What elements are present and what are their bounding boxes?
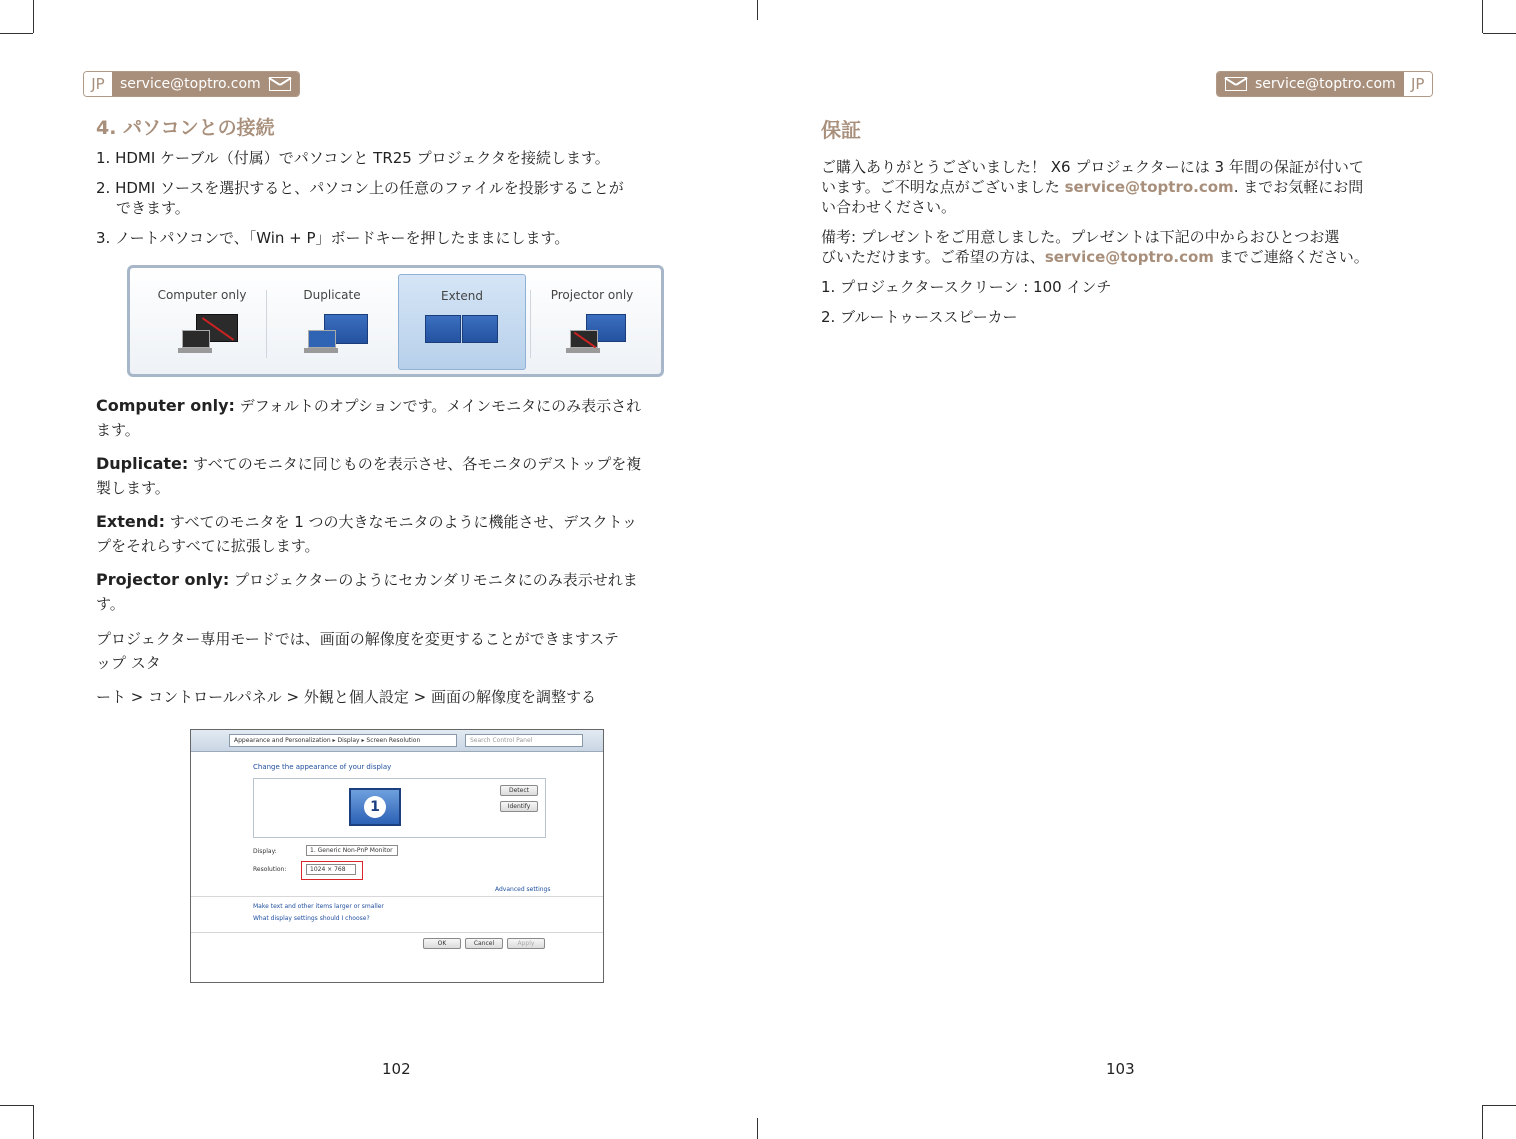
para-line: びいただけます。ご希望の方は、: [821, 248, 1045, 266]
para-line: 備考: プレゼントをご用意しました。プレゼントは下記の中からおひとつお選: [821, 228, 1340, 246]
divider: [191, 896, 603, 897]
desc-projector-only: [96, 568, 706, 616]
para-line: ご購入ありがとうございました！ X6 プロジェクターには 3 年間の保証が付いて: [821, 158, 1364, 176]
step-3: 3. ノートパソコンで、「Win + P」ボードキーを押したままにします。: [96, 229, 570, 247]
laptop-base: [178, 348, 212, 353]
monitor-right-icon: [462, 315, 498, 343]
search-input[interactable]: Search Control Panel: [465, 734, 583, 747]
address-bar: [191, 730, 603, 752]
resolution-select[interactable]: 1024 × 768: [306, 864, 356, 875]
envelope-icon: [1225, 77, 1247, 91]
text-size-link[interactable]: Make text and other items larger or smaller: [253, 903, 384, 910]
language-label: JP: [84, 72, 112, 96]
breadcrumb[interactable]: Appearance and Personalization ▸ Display ▸ Screen Resolution: [229, 734, 457, 747]
note-line-3: ート > コントロールパネル > 外観と個人設定 > 画面の解像度を調整する: [96, 688, 596, 706]
screen-resolution-dialog: [190, 729, 604, 983]
desc-line: す。: [96, 595, 125, 613]
cancel-button[interactable]: Cancel: [465, 938, 503, 949]
contact-email[interactable]: [112, 72, 299, 96]
desc-line: すべてのモニタを 1 つの大きなモニタのように機能させ、デスクトッ: [165, 513, 638, 531]
display-help-link[interactable]: What display settings should I choose?: [253, 915, 370, 922]
mode-extend[interactable]: [398, 274, 526, 370]
mode-computer-only[interactable]: [138, 274, 266, 370]
desc-line: プロジェクターのようにセカンダリモニタにのみ表示せれま: [229, 571, 638, 589]
monitor-icon[interactable]: [349, 788, 401, 826]
ok-button[interactable]: OK: [423, 938, 461, 949]
monitor-number: 1: [364, 796, 386, 818]
contact-email[interactable]: [1217, 72, 1404, 96]
laptop-off-icon: [570, 330, 598, 348]
desc-line: ます。: [96, 421, 140, 439]
contact-tag: [1216, 71, 1433, 97]
desc-line: プをそれらすべてに拡張します。: [96, 537, 320, 555]
monitor-left-icon: [425, 315, 461, 343]
warranty-paragraph: [821, 157, 1431, 217]
email-text: service@toptro.com: [1255, 76, 1396, 92]
desc-line: すべてのモニタに同じものを表示させ、各モニタのデストップを複: [188, 455, 642, 473]
para-line: . までお気軽にお問: [1233, 178, 1364, 196]
support-email-link[interactable]: service@toptro.com: [1064, 178, 1234, 196]
desc-line: 製します。: [96, 479, 170, 497]
mode-duplicate[interactable]: [268, 274, 396, 370]
desc-term: Computer only:: [96, 396, 235, 415]
language-label: JP: [1404, 72, 1432, 96]
support-email-link[interactable]: service@toptro.com: [1044, 248, 1214, 266]
para-line: います。ご不明な点がございました: [821, 178, 1065, 196]
section-title: 4. パソコンとの接続: [96, 117, 275, 139]
laptop-icon: [182, 330, 210, 348]
display-preview: [253, 778, 546, 838]
mode-projector-only[interactable]: [528, 274, 656, 370]
laptop-base: [566, 348, 600, 353]
step-2-cont: できます。: [116, 199, 190, 217]
dialog-heading: Change the appearance of your display: [253, 763, 392, 771]
page-number: 103: [1106, 1060, 1135, 1078]
laptop-icon: [308, 330, 336, 348]
desc-line: デフォルトのオプションです。メインモニタにのみ表示され: [234, 397, 642, 415]
para-line: までご連絡ください。: [1213, 248, 1369, 266]
highlight-box: [301, 861, 363, 880]
envelope-icon: [269, 77, 291, 91]
divider: [191, 932, 603, 933]
detect-button[interactable]: Detect: [500, 785, 538, 796]
note-line-1: プロジェクター専用モードでは、画面の解像度を変更することができますステ: [96, 630, 619, 648]
gift-item-1: 1. プロジェクタースクリーン : 100 インチ: [821, 278, 1112, 296]
desc-term: Projector only:: [96, 570, 230, 589]
identify-button[interactable]: Identify: [500, 801, 538, 812]
laptop-base: [304, 348, 338, 353]
desc-extend: [96, 510, 706, 558]
page-103: [758, 0, 1516, 1139]
gift-note-paragraph: [821, 227, 1431, 267]
email-text: service@toptro.com: [120, 76, 261, 92]
desc-computer-only: [96, 394, 706, 442]
desc-term: Extend:: [96, 512, 165, 531]
mode-label: Projector only: [550, 288, 634, 302]
desc-term: Duplicate:: [96, 454, 189, 473]
step-2: 2. HDMI ソースを選択すると、パソコン上の任意のファイルを投影することが: [96, 179, 624, 197]
apply-button[interactable]: Apply: [507, 938, 545, 949]
gift-item-2: 2. ブルートゥーススピーカー: [821, 308, 1018, 326]
divider: [266, 290, 267, 358]
para-line: い合わせください。: [821, 198, 957, 216]
mode-label: Extend: [441, 289, 483, 303]
mode-label: Computer only: [157, 288, 247, 302]
projection-mode-selector: [127, 265, 664, 377]
desc-duplicate: [96, 452, 706, 500]
page-number: 102: [382, 1060, 411, 1078]
note-line-2: ップ スタ: [96, 654, 161, 672]
section-title: 保証: [821, 118, 861, 142]
mode-label: Duplicate: [303, 288, 361, 302]
display-label: Display:: [253, 848, 277, 855]
advanced-settings-link[interactable]: Advanced settings: [495, 886, 551, 893]
resolution-label: Resolution:: [253, 866, 287, 873]
step-1: 1. HDMI ケーブル（付属）でパソコンと TR25 プロジェクタを接続します。: [96, 149, 610, 167]
display-select[interactable]: 1. Generic Non-PnP Monitor: [306, 845, 398, 856]
contact-tag: [83, 71, 300, 97]
